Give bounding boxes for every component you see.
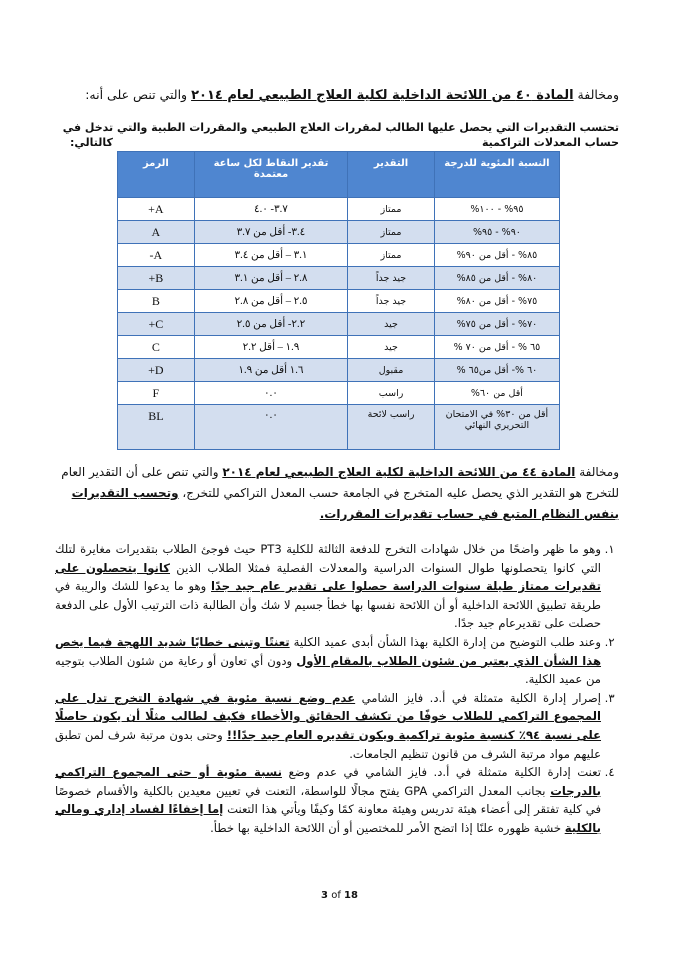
point-text: بجانب المعدل التراكمي GPA يفتح مجالًا للواسطة، التعنت في تعيين معيدين بالكلية والأقسام خصوصًا في كلية تفتقر إلى أعضاء هيئة تدريس وهيئة معاونة كمًا وكيفًا ويأتي هذا التعنت — [55, 783, 602, 817]
point-text: وهو ما ظهر واضحًا من خلال شهادات التخرج للدفعة الثالثة للكلية PT3 حيث فوجئ الطلاب بتقديرات مغايرة لتلك التي كانوا يتحصلونها طوال السنوات الدراسية والمعدلات الفصلية فمثلا الطلاب الذين — [55, 542, 601, 575]
grade-cell: ممتاز — [348, 221, 435, 244]
header-points: تقدير النقاط لكل ساعة معتمدة — [194, 152, 347, 198]
grade-cell: راسب لائحة — [348, 405, 435, 450]
page-of-label: of — [331, 890, 341, 901]
points-cell: ١.٩ – أقل ٢.٢ — [194, 336, 347, 359]
grades-lead-paragraph — [60, 120, 619, 150]
grades-table-row — [118, 290, 560, 313]
percentage-cell: ٨٠% - أقل من ٨٥% — [434, 267, 559, 290]
code-cell: A — [118, 221, 195, 244]
percentage-cell: أقل من ٦٠% — [434, 382, 559, 405]
points-cell: ٢.٨ – أقل من ٣.١ — [194, 267, 347, 290]
grades-table-row — [118, 267, 560, 290]
page-footer — [0, 890, 679, 901]
code-cell: BL — [118, 405, 195, 450]
grades-table — [117, 151, 560, 450]
points-cell: ٣.٧- ٤.٠ — [194, 198, 347, 221]
grades-table-row — [118, 221, 560, 244]
code-cell: B — [118, 290, 195, 313]
code-cell: C+ — [118, 313, 195, 336]
article-44-middle: والتي تنص على أن التقدير العام للتخرج هو التقدير الذي يحصل عليه المتخرج في الجامعة حسب المعدل التراكمي للتخرج، — [61, 465, 619, 500]
points-cell: ٠.٠ — [194, 405, 347, 450]
point-text: خشية ظهوره علنًا إذا اتضح الأمر للمختصين أو أن اللائحة الداخلية بها خطأ. — [210, 820, 565, 835]
grade-cell: جيد — [348, 336, 435, 359]
grades-lead-text: تحتسب التقديرات التي يحصل عليها الطالب لمقررات العلاج الطبيعي والمقررات الطبية والتي تدخل في حساب المعدلات التراكمية — [62, 121, 619, 149]
percentage-cell: ٩٠% - ٩٥% — [434, 221, 559, 244]
grades-table-row — [118, 359, 560, 382]
percentage-cell: أقل من ٣٠% في الامتحان التحريري النهائي — [434, 405, 559, 450]
percentage-cell: ٩٥% - ١٠٠% — [434, 198, 559, 221]
percentage-cell: ٦٠ %- أقل من٦٥ % — [434, 359, 559, 382]
point-text: وعند طلب التوضيح من إدارة الكلية بهذا الشأن أبدى عميد الكلية — [289, 634, 601, 649]
points-cell: ١.٦ أقل من ١.٩ — [194, 359, 347, 382]
emphasized-text: إما إخفاءًا لفساد إداري ومالي بالكلية — [55, 802, 601, 835]
point-text: ودون أي تعاون أو رعاية من شئون الطلاب بتوجيه من عميد الكلية. — [55, 653, 601, 687]
article-40-suffix: والتي تنص على أنه: — [85, 87, 192, 102]
complaint-point — [55, 763, 601, 837]
grades-table-row — [118, 313, 560, 336]
percentage-cell: ٧٥% - أقل من ٨٠% — [434, 290, 559, 313]
emphasized-text: كانوا يتحصلون على تقديرات ممتاز طيلة سنوات الدراسة حصلوا على تقدير عام جيد جدًا — [55, 560, 601, 594]
points-cell: ٠.٠ — [194, 382, 347, 405]
emphasized-text: عدم وضع نسبة مئوية في شهادة التخرج تدل على المجموع التراكمي للطلاب خوفًا من تكشف الحقائق والأخطاء فكيف لطالب مثلًا أن يكون حاصلًا على نسبة ٩٤٪ كنسبة مئوية تراكمية ويكون تقديره العام جيد جدًا!! — [55, 690, 602, 742]
grades-table-row — [118, 382, 560, 405]
header-percentage: النسبة المئوية للدرجة — [434, 152, 559, 198]
grade-cell: جيد جداً — [348, 290, 435, 313]
grade-cell: ممتاز — [348, 198, 435, 221]
points-cell: ٣.٤- أقل من ٣.٧ — [194, 221, 347, 244]
code-cell: A+ — [118, 198, 195, 221]
complaint-points-list — [55, 540, 619, 838]
grades-table-row — [118, 405, 560, 450]
article-44-paragraph — [55, 462, 619, 525]
complaint-point — [55, 540, 601, 633]
article-40-reference: المادة ٤٠ من اللائحة الداخلية لكلية العلاج الطبيعي لعام ٢٠١٤ — [191, 88, 574, 103]
grades-table-row — [118, 198, 560, 221]
grade-cell: جيد جداً — [348, 267, 435, 290]
grades-table-row — [118, 336, 560, 359]
code-cell: F — [118, 382, 195, 405]
point-text: وحتى بدون مرتبة شرف لمن تطبق عليهم مواد مرتبة الشرف من قانون تنظيم الجامعات. — [55, 727, 601, 761]
code-cell: D+ — [118, 359, 195, 382]
article-40-intro — [60, 86, 619, 105]
percentage-cell: ٦٥ % - أقل من ٧٠ % — [434, 336, 559, 359]
article-44-reference: المادة ٤٤ من اللائحة الداخلية لكلية العلاج الطبيعي لعام ٢٠١٤ — [222, 465, 576, 479]
points-cell: ٢.٢- أقل من ٢.٥ — [194, 313, 347, 336]
grade-cell: راسب — [348, 382, 435, 405]
total-pages: 18 — [344, 890, 358, 901]
point-text: تعنت إدارة الكلية متمثلة في أ.د. فايز الشامي في عدم وضع — [281, 765, 601, 780]
header-code: الرمز — [118, 152, 195, 198]
percentage-cell: ٨٥% - أقل من ٩٠% — [434, 244, 559, 267]
code-cell: A- — [118, 244, 195, 267]
current-page-number: 3 — [321, 890, 329, 901]
grades-lead-suffix: كالتالي: — [70, 136, 113, 149]
point-text: وهو ما يدعوا للشك والريبة في طريقة تطبيق اللائحة الداخلية أو أن اللائحة نفسها بها خطأ جسيم لا شك وأن الطالبة ذات الترتيب الأول على الدفعة حصلت على تقديرعام جيد جدًا. — [55, 579, 601, 631]
article-40-prefix: ومخالفة — [573, 87, 619, 102]
grade-cell: مقبول — [348, 359, 435, 382]
emphasized-text: نسبة مئوية أو حتى المجموع التراكمي بالدرجات — [55, 765, 601, 798]
complaint-point — [55, 633, 601, 689]
article-44-emphasis: وتحسب التقديرات بنفس النظام المتبع في حساب تقديرات المقررات. — [71, 486, 619, 521]
grades-table-row — [118, 244, 560, 267]
article-44-prefix: ومخالفة — [575, 465, 619, 479]
complaint-point — [55, 689, 601, 763]
point-text: إصرار إدارة الكلية متمثلة في أ.د. فايز الشامي — [355, 690, 601, 705]
percentage-cell: ٧٠% - أقل من ٧٥% — [434, 313, 559, 336]
emphasized-text: تعنتًا وتبنى خطابًا شديد اللهجة فيما يخص هذا الشأن الذي يعتبر من شئون الطلاب بالمقام الأول — [55, 634, 602, 668]
points-cell: ٢.٥ – أقل من ٢.٨ — [194, 290, 347, 313]
code-cell: B+ — [118, 267, 195, 290]
grade-cell: ممتاز — [348, 244, 435, 267]
grade-cell: جيد — [348, 313, 435, 336]
grades-table-header-row — [118, 152, 560, 198]
code-cell: C — [118, 336, 195, 359]
points-cell: ٣.١ – أقل من ٣.٤ — [194, 244, 347, 267]
header-grade: التقدير — [348, 152, 435, 198]
